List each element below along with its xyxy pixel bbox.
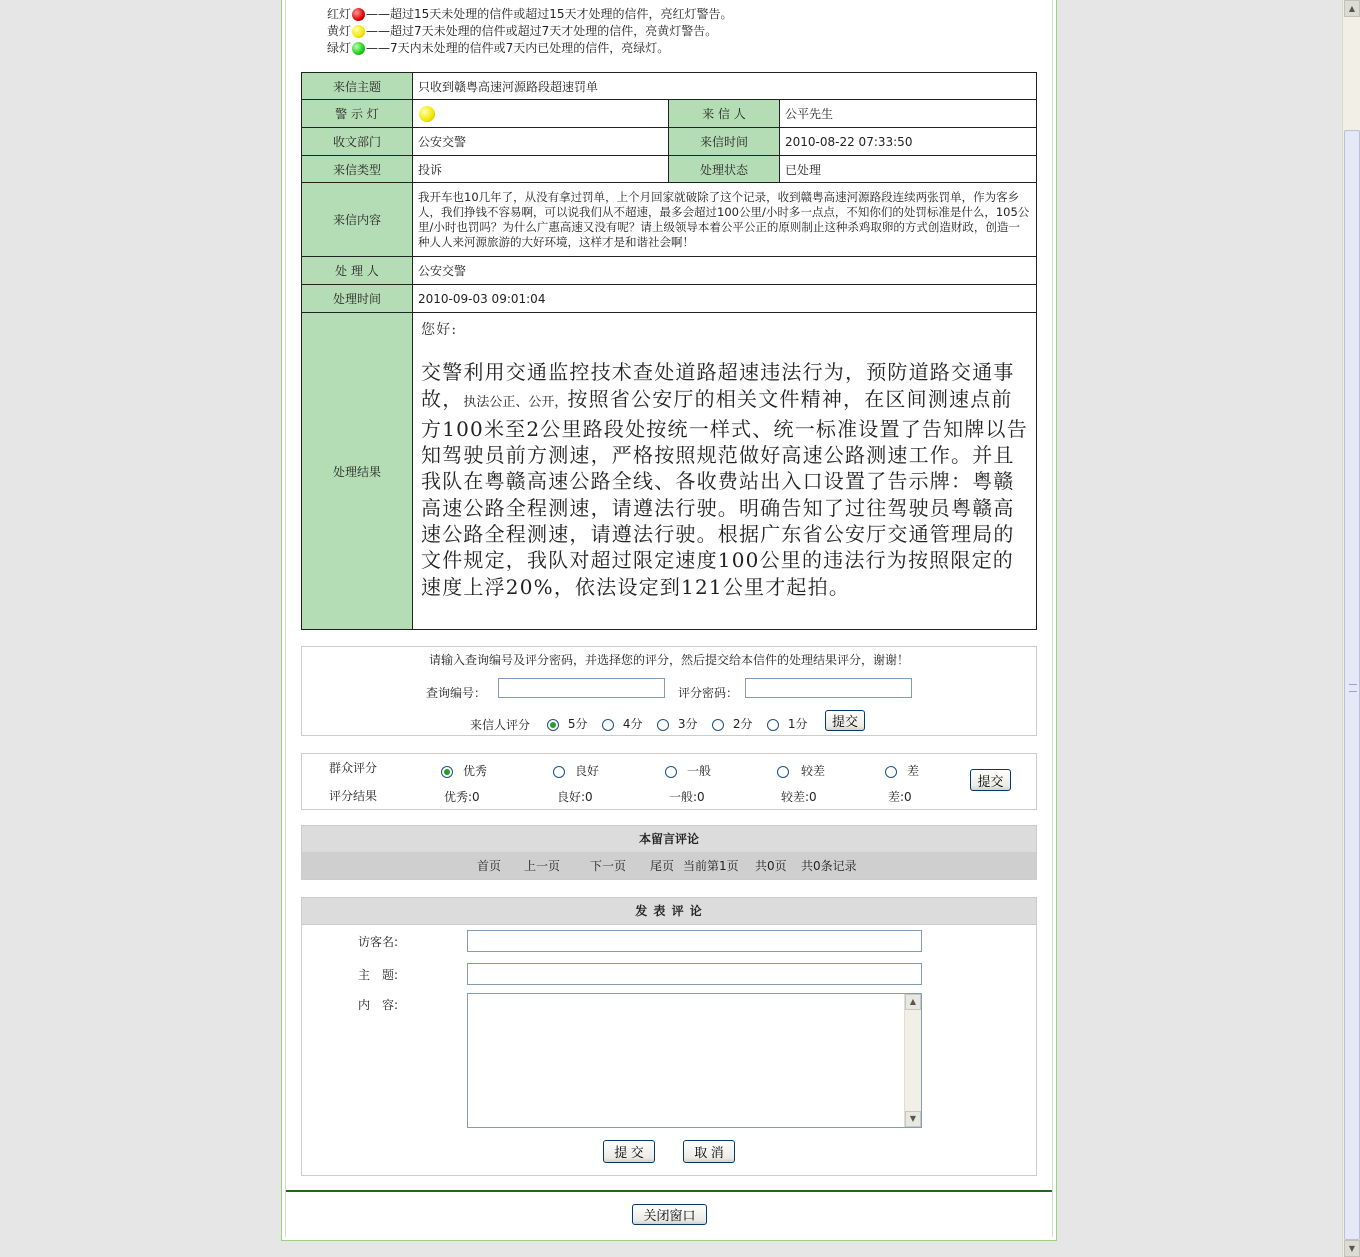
- row-subject: [302, 73, 1037, 100]
- password-label: 评分密码：: [678, 686, 739, 700]
- public-result-4: 差:0: [888, 790, 912, 804]
- legend-yellow: [327, 23, 733, 40]
- pager-prev[interactable]: 上一页: [524, 859, 561, 873]
- legend-yellow-label: 黄灯: [327, 24, 352, 38]
- yellow-light-icon: [352, 25, 365, 38]
- query-label: 查询编号：: [426, 686, 487, 700]
- score-option-3[interactable]: [657, 715, 697, 732]
- textarea-scroll-down-icon[interactable]: ▼: [905, 1111, 921, 1127]
- radio-4[interactable]: [602, 719, 614, 731]
- legend-green-text: ——7天内未处理的信件或7天内已处理的信件，亮绿灯。: [366, 41, 670, 55]
- pager-first[interactable]: 首页: [477, 859, 502, 873]
- public-option-3-label: 较差: [801, 764, 826, 778]
- public-result-3: 较差:0: [781, 790, 817, 804]
- scroll-down-icon[interactable]: ▼: [1344, 1240, 1360, 1257]
- result-label: 处理结果: [302, 313, 413, 630]
- public-result-2: 一般:0: [669, 790, 705, 804]
- query-input[interactable]: [498, 678, 665, 698]
- radio-2[interactable]: [712, 719, 724, 731]
- legend-yellow-text: ——超过7天未处理的信件或超过7天才处理的信件，亮黄灯警告。: [366, 24, 718, 38]
- public-option-4-label: 差: [907, 764, 920, 778]
- textarea-scrollbar[interactable]: [904, 994, 921, 1127]
- result-small: 执法公正、公开，: [463, 394, 568, 410]
- public-result-0: 优秀:0: [444, 790, 480, 804]
- score-5-label: 5分: [567, 717, 588, 731]
- row-type: [302, 156, 1037, 183]
- pager-current: 当前第1页: [683, 859, 739, 873]
- public-radio-3[interactable]: [777, 766, 789, 778]
- public-option-0[interactable]: [441, 762, 487, 779]
- time-value: 2010-08-22 07:33:50: [780, 128, 1037, 156]
- dept-label: 收文部门: [302, 128, 413, 156]
- post-content-textarea[interactable]: [467, 993, 922, 1128]
- letter-info-table: [301, 72, 1037, 630]
- light-label: 警 示 灯: [302, 100, 413, 128]
- pager-records: 共0条记录: [801, 859, 857, 873]
- textarea-scroll-up-icon[interactable]: ▲: [905, 994, 921, 1010]
- public-option-1-label: 良好: [575, 764, 600, 778]
- comments-pager: [301, 853, 1037, 880]
- post-header: 发 表 评 论: [301, 897, 1037, 925]
- rating-submit-button[interactable]: 提交: [825, 710, 865, 731]
- scroll-thumb[interactable]: [1344, 130, 1360, 1240]
- status-label: 处理状态: [669, 156, 780, 183]
- scroll-up-icon[interactable]: ▲: [1344, 0, 1360, 17]
- visitor-name-label: 访客名:: [358, 935, 399, 949]
- result-part1: 交警利用交通监控技术查处道路超速违法行为，预防道路交通事故，: [421, 360, 1015, 411]
- time-label: 来信时间: [669, 128, 780, 156]
- light-legend: [327, 6, 733, 57]
- row-light: [302, 100, 1037, 128]
- handle-time-label: 处理时间: [302, 285, 413, 313]
- score-option-2[interactable]: [712, 715, 752, 732]
- public-radio-1[interactable]: [553, 766, 565, 778]
- score-4-label: 4分: [622, 717, 643, 731]
- score-3-label: 3分: [677, 717, 698, 731]
- result-value: [413, 313, 1037, 630]
- post-submit-button[interactable]: 提 交: [603, 1140, 655, 1163]
- row-handler: [302, 257, 1037, 285]
- post-cancel-button[interactable]: 取 消: [683, 1140, 735, 1163]
- window-scrollbar[interactable]: [1342, 0, 1360, 1257]
- result-part2: 按照省公安厅的相关文件精神，在区间测速点前方100米至2公里路段处按统一样式、统一标准设置了告知牌以告知驾驶员前方测速，严格按照规范做好高速公路测速工作。并且我队在粤赣高速公路全线、各收费站出入口设置了告示牌：粤赣高速公路全程测速，请遵法行驶。明确告知了过往驾驶员粤赣高速公路全程测速，请遵法行驶。根据广东省公安厅交通管理局的文件规定，我队对超过限定速度100公里的违法行为按照限定的速度上浮20%，依法设定到121公里才起拍。: [421, 386, 1028, 599]
- yellow-light-icon: [419, 106, 435, 122]
- handler-value: 公安交警: [413, 257, 1037, 285]
- bottom-divider: [286, 1190, 1052, 1192]
- legend-red-text: ——超过15天未处理的信件或超过15天才处理的信件，亮红灯警告。: [366, 7, 733, 21]
- light-value: [413, 100, 669, 128]
- public-result-label: 评分结果: [329, 789, 378, 803]
- score-option-1[interactable]: [767, 715, 807, 732]
- visitor-name-input[interactable]: [467, 930, 922, 952]
- row-handle-time: [302, 285, 1037, 313]
- public-radio-2[interactable]: [665, 766, 677, 778]
- row-result: [302, 313, 1037, 630]
- public-radio-4[interactable]: [885, 766, 897, 778]
- public-option-4[interactable]: [885, 762, 919, 779]
- rating-prompt: 请输入查询编号及评分密码，并选择您的评分，然后提交给本信件的处理结果评分，谢谢！: [428, 653, 909, 667]
- result-greeting: 您好:: [421, 322, 458, 338]
- sender-label: 来 信 人: [669, 100, 780, 128]
- subject-value: 只收到赣粤高速河源路段超速罚单: [413, 73, 1037, 100]
- dept-value: 公安交警: [413, 128, 669, 156]
- legend-red-label: 红灯: [327, 7, 352, 21]
- score-option-4[interactable]: [602, 715, 642, 732]
- sender-value: 公平先生: [780, 100, 1037, 128]
- green-light-icon: [352, 42, 365, 55]
- public-option-1[interactable]: [553, 762, 599, 779]
- subject-label: 来信主题: [302, 73, 413, 100]
- handle-time-value: 2010-09-03 09:01:04: [413, 285, 1037, 313]
- score-1-label: 1分: [787, 717, 808, 731]
- status-value: 已处理: [780, 156, 1037, 183]
- post-subject-label: 主 题:: [358, 968, 399, 982]
- public-radio-0[interactable]: [441, 766, 453, 778]
- public-result-1: 良好:0: [557, 790, 593, 804]
- password-input[interactable]: [745, 678, 912, 698]
- score-option-5[interactable]: [547, 715, 587, 732]
- public-option-3[interactable]: [777, 762, 825, 779]
- row-dept: [302, 128, 1037, 156]
- red-light-icon: [352, 8, 365, 21]
- handler-label: 处 理 人: [302, 257, 413, 285]
- legend-green: [327, 40, 733, 57]
- public-submit-button[interactable]: 提交: [970, 769, 1011, 791]
- comments-header: 本留言评论: [301, 825, 1037, 853]
- legend-green-label: 绿灯: [327, 41, 352, 55]
- row-content: [302, 183, 1037, 257]
- close-window-button[interactable]: 关闭窗口: [632, 1204, 707, 1225]
- public-option-2[interactable]: [665, 762, 711, 779]
- public-option-0-label: 优秀: [463, 764, 488, 778]
- scroll-grip-icon: [1349, 684, 1357, 692]
- pager-last[interactable]: 尾页: [650, 859, 675, 873]
- score-2-label: 2分: [732, 717, 753, 731]
- content-label: 来信内容: [302, 183, 413, 257]
- type-label: 来信类型: [302, 156, 413, 183]
- post-subject-input[interactable]: [467, 963, 922, 985]
- radio-5[interactable]: [547, 719, 559, 731]
- radio-1[interactable]: [767, 719, 779, 731]
- score-label: 来信人评分: [470, 718, 531, 732]
- pager-next[interactable]: 下一页: [590, 859, 627, 873]
- legend-red: [327, 6, 733, 23]
- post-content-label: 内 容:: [358, 998, 399, 1012]
- type-value: 投诉: [413, 156, 669, 183]
- public-option-2-label: 一般: [687, 764, 712, 778]
- pager-pages: 共0页: [755, 859, 787, 873]
- public-rating-label: 群众评分: [329, 761, 378, 775]
- content-value: 我开车也10几年了，从没有拿过罚单，上个月回家就破除了这个记录，收到赣粤高速河源路段连续两张罚单，作为客乡人，我们挣钱不容易啊，可以说我们从不超速，最多会超过100公里/小时多一点点，不知你们的处罚标准是什么，105公里/小时也罚吗？为什么广惠高速又没有呢？请上级领导本着公平公正的原则制止这种杀鸡取卵的方式创造财政，创造一种人人来河源旅游的大好环境，这样才是和谐社会啊！: [413, 183, 1037, 257]
- result-text: [421, 317, 1028, 600]
- radio-3[interactable]: [657, 719, 669, 731]
